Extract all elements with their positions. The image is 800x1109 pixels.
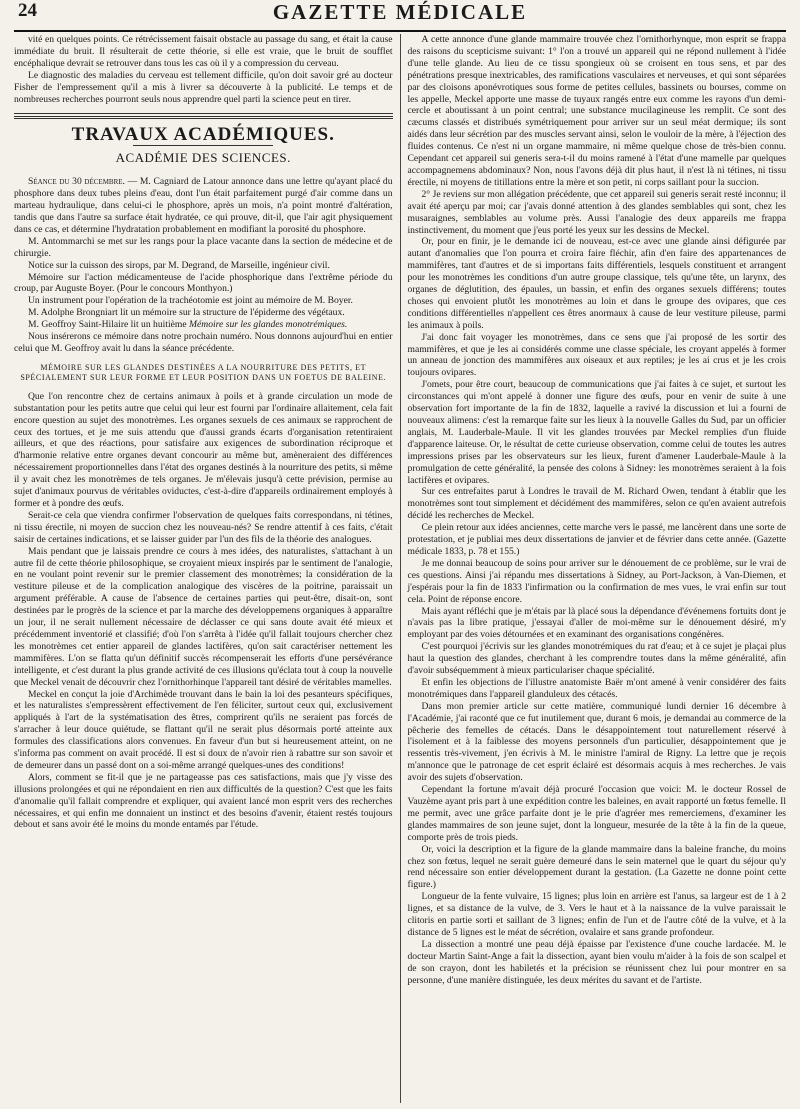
- insert-note: Nous insérerons ce mémoire dans notre prochain numéro. Nous donnons aujourd'hui en entier celui que M. Geoffroy avait lu dans la séance précédente.: [14, 331, 393, 354]
- academy-item: Un instrument pour l'opération de la trachéotomie est joint au mémoire de M. Boyer.: [28, 295, 353, 307]
- section-title: TRAVAUX ACADÉMIQUES.: [71, 124, 335, 146]
- subsection-title: ACADÉMIE DES SCIENCES.: [115, 150, 291, 166]
- academy-item: Mémoire sur l'action médicamenteuse de l'acide phosphorique dans l'extrême période du croup, par Auguste Boyer. (Pour le concours Monthyon.): [14, 271, 393, 295]
- memoire-paragraph: Que l'on rencontre chez de certains animaux à poils et à grande circulation un mode de substantation pour les petits autre que celui qui leur est fourni par l'ordinaire allaitement, cela fait encore question au sujet des monotrèmes. Les organes sexuels de ces animaux se rapprochent de ceux des tortues, et je me suis attendu que d'aussi grands écarts d'organisation retentiraient ailleurs, et que des réactions, pour satisfaire aux exigences de subordination réciproque et d'harmonie relative entre organes devant concourir au même but, amèneraient des différences nécessairement proportionnelles dans l'état des organes destinés à la nourriture des petits, si même il y avait chez les monotrèmes de tels organes. Je m'élevais jusqu'à cette prévision, permise au sujet d'animaux pourvus de véritables oviductes, c'est-à-dire d'appareils ordinairement employés à former et à pondre des œufs.: [14, 390, 393, 509]
- academy-item: Notice sur la cuisson des sirops, par M. Degrand, de Marseille, ingénieur civil.: [28, 259, 330, 271]
- memoire-paragraph: C'est pourquoi j'écrivis sur les glandes monotrémiques du rat d'eau; et à ce sujet je plaçai plus haut la question des glandes, cherchant à les comprendre toutes dans la même généralité, afin d'avoir subséquemment à mieux particulariser chaque spécialité.: [407, 641, 786, 677]
- intro-paragraph: Le diagnostic des maladies du cerveau est tellement difficile, qu'on doit savoir gré au docteur Fisher de l'empressement qu'il a mis à livrer sa découverte à la publicité. Le temps et de nombreuses recherches pourront seuls nous apprendre quel parti la science peut en tirer.: [14, 69, 393, 105]
- memoire-paragraph: A cette annonce d'une glande mammaire trouvée chez l'ornithorhynque, mon esprit se frappa des raisons du scepticisme suivant: 1° l'on a trouvé un appareil qui ne répond nullement à l'idée d'une telle glande. Au lieu de ce tissu spongieux où se croisent en tous sens, et par des pénétrations presque inextricables, des ramifications vasculaires et nerveuses, et qui sont séparées par des cloisons aponévrotiques sous forme de petites cellules, bassinets ou bourses, comme on les appelle, Meckel apporte une masse de tuyaux rangés entre eux comme les rayons d'un demi-cercle et aboutissant à un point central; une substance mucilagineuse les remplit. Ce sont des cæcums classés et distribués symétriquement pour arriver sur un seul méat dermique; ils sont aidés dans leur sécrétion par des muscles servant ainsi, selon le vouloir de la mère, à l'éjection des fluides contenus. Ce n'est ni un organe mammaire, ni même quelque chose de très-bien connu. Cependant cet appareil sui generis sera-t-il du moins ramené à l'état d'une mamelle par quelques accompagnemens abdominaux? Non, nous l'avons déjà dit plus haut, il n'est là ni tétines, ni tissu érectile, ni moyens de titillations entre la mère et son petit, ni corps saillant pour la succion.: [407, 34, 786, 188]
- seance-text: M. Cagniard de Latour annonce dans une lettre qu'ayant placé du phosphore dans deux tubes pleins d'eau, dont l'un était parfaitement purgé d'air comme dans un marteau hydraulique, dans celui-ci le phosphore, après un mois, n'a point montré d'altération, tandis que dans l'autre sa surface était hydratée, ce qui prouve, dit-il, que l'air agit physiquement dans ce cas, et détermine l'hydratation probablement en modifiant la porosité du phosphore.: [14, 176, 393, 235]
- memoire-paragraph: J'omets, pour être court, beaucoup de communications que j'ai faites à ce sujet, et surtout les circonstances qui m'ont appelé à donner une figure des œufs, pour en venir de suite à une observation fort importante de la fin de 1832, laquelle a ravivé la discussion et lui a fourni de nouveaux alimens: c'est la remarque faite sur les lieux à la nouvelle Galles du Sud, par un officier anglais, M. Lauderbale-Maule. Il vit les glandes trouvées par Meckel remplies d'un fluide d'apparence laiteuse. Or, le résultat de cette curieuse observation, comme celui de toutes les autres impressions prises par les observateurs sur les lieux, furent d'amener Lauderbale-Maule à la promulgation de cette généralité, la pensée des colons à Sidney: les monotrèmes seraient à la fois lactifères et ovipares.: [407, 379, 786, 486]
- academy-item: M. Antommarchi se met sur les rangs pour la place vacante dans la section de médecine et de chirurgie.: [14, 235, 393, 259]
- columns: [14, 34, 786, 1103]
- title-underline: [133, 145, 273, 146]
- left-column: [14, 34, 400, 1103]
- academy-item: M. Adolphe Brongniart lit un mémoire sur la structure de l'épiderme des végétaux.: [28, 307, 345, 319]
- memoire-paragraph: Mais ayant réfléchi que je m'étais par là placé sous la dépendance d'événemens fortuits dont je n'avais pas la libre pratique, j'essayai d'aller de moi-même sur le dénouement désiré, m'y employant par des voies détournées et en examinant des organisations congénères.: [407, 605, 786, 641]
- memoire-paragraph: Mais pendant que je laissais prendre ce cours à mes idées, des naturalistes, s'attachant à un autre fil de cette théorie philosophique, se croyaient mieux inspirés par le sentiment de l'analogie, en ne voulant point revenir sur le premier classement des monotrèmes; la considération de la vestiture pileuse et de la complication analogique des viscères de la poitrine, paraissait un argument préférable. A cause de l'absence de certaines parties qui peut-être, disait-on, sont destinées par le progrès de la science et par la marche des développemens organiques à apparaître un jour, il ne serait nullement nécessaire de déclasser ce qui sans doute avait été mieux et précédemment inventorié et classifié; d'où l'on s'arrêta à l'idée qu'il fallait toujours chercher chez les monotrèmes cet entier appareil de glandes lactifères, qu'on sait caractériser nettement les mammifères. L'on se flatta qu'un définitif succès récompenserait les efforts d'une persévérance intelligente, et c'est durant la plus grande activité de ces illusions qu'éclata tout à coup la nouvelle que Meckel venait de découvrir chez l'ornithorhinque l'appareil tant désiré de véritables mamelles.: [14, 545, 393, 688]
- seance-label: Séance du 30 décembre. —: [28, 176, 138, 188]
- memoire-paragraph: Or, voici la description et la figure de la glande mammaire dans la baleine franche, du moins chez son fœtus, lequel ne serait guère demeuré dans le sein maternel que le quart du séjour qu'y rend nécessaire son entier développement durant la gestation. (La Gazette ne donne point cette figure.): [407, 843, 786, 891]
- geoffroy-text: M. Geoffroy Saint-Hilaire lit un huitième: [28, 319, 187, 331]
- memoire-paragraph: Ce plein retour aux idées anciennes, cette marche vers le passé, me lancèrent dans une sorte de protestation, et je publiai mes deux dissertations de janvier et de février dans cette année. (Gazette médicale 1833, p. 78 et 155.): [407, 522, 786, 557]
- memoire-paragraph: Je me donnai beaucoup de soins pour arriver sur le dénouement de ce problème, sur le vrai de ces questions. Ainsi j'ai répandu mes dissertations à Sidney, au Port-Jackson, à Van-Diemen, et j'espérais pour la fin de 1833 l'infirmation ou la confirmation de mes vues, le vrai enfin sur tout cela. Point de réponse encore.: [407, 557, 786, 605]
- memoire-paragraph: Et enfin les objections de l'illustre anatomiste Baër m'ont amené à venir considérer des faits monotrémiques dans l'appareil glanduleux des cétacés.: [407, 676, 786, 700]
- geoffroy-memoire-title: Mémoire sur les glandes monotrémiques.: [189, 319, 348, 331]
- memoire-paragraph: Alors, comment se fit-il que je ne partageasse pas ces satisfactions, mais que j'y visse des illusions prolongées et qui ne répondaient en rien aux difficultés de la question? C'est que les faits d'anomalie qu'il fallait comprendre et expliquer, qui avaient lancé mon esprit vers des recherches nécessaires, et qui enfin me donnaient un instinct et des besoins d'avenir, étaient restés toujours debout et sans avoir été le moins du monde entamés par l'étude.: [14, 771, 393, 831]
- memoire-paragraph: Cependant la fortune m'avait déjà procuré l'occasion que voici: M. le docteur Rossel de Vauzème ayant pris part à une expédition contre les baleines, en avait rapporté un fœtus femelle. Il me permit, avec une grâce parfaite dont je le prie d'agréer mes remerciemens, d'examiner les glandes mammaires de son jeune sujet, dont la longueur, mesurée de la tête à la fin de la queue, comporte près de trois pieds.: [407, 784, 786, 843]
- memoire-paragraph: Longueur de la fente vulvaire, 15 lignes; plus loin en arrière est l'anus, sa largeur est de 1 à 2 lignes, et sa distance de la vulve, de 3. Vers le haut et à la naissance de la vulve paraissait le clitoris en partie sorti et saillant de 3 lignes; enfin de l'un et de l'autre côté de la vulve, et à la distance de 5 lignes est le méat de sécrétion, ovalaire et sans grande profondeur.: [407, 891, 786, 938]
- seance-paragraph: [14, 176, 393, 236]
- memoire-paragraph: Dans mon premier article sur cette matière, communiqué lundi dernier 16 décembre à l'Académie, j'ai raconté que ce fut inutilement que, durant 6 mois, je demandai au commerce de la pêcherie des femelles de cétacés. Dans le désappointement tout naturellement réservé à l'isolement et à la faiblesse des moyens personnels d'un particulier, désappointement que je ressentis très-vivement, j'en écrivis à M. le ministre l'amiral de Rigny. La lettre que je reçois m'annonce que le patronage de cet esprit éclairé est désormais acquis à mes recherches. Je vais avoir des sujets d'observation.: [407, 700, 786, 784]
- memoire-paragraph: J'ai donc fait voyager les monotrèmes, dans ce sens que j'ai proposé de les sortir des mammifères, et que je les ai considérés comme une classe spéciale, les croyant appelés à former un anneau de jonction des mammifères aux oiseaux et aux reptiles; je les ai crus et je les crois toujours ovipares.: [407, 331, 786, 379]
- page-header: [14, 0, 786, 32]
- academy-item: [14, 319, 393, 331]
- intro-paragraph: vité en quelques points. Ce rétrécissement faisait obstacle au passage du sang, et était la cause immédiate du bruit. Il résulterait de cette théorie, si elle est vraie, que le bruit de soufflet encéphalique devrait se retrouver dans tous les cas où il y a compression du cerveau.: [14, 34, 393, 69]
- section-divider: [14, 113, 393, 114]
- memoire-paragraph: Or, pour en finir, je le demande ici de nouveau, est-ce avec une glande ainsi défigurée par autant d'anomalies que l'on pourra et croira faire fléchir, afin d'en faire des appartenances de mammifères, tant d'autres et de si importans faits différentiels, lesquels constituent et arrangent pour les monotrèmes les conditions d'un autre groupe classique, tels qu'une tête, un larynx, des organes de déglutition, des épaules, un bassin, et enfin des organes sexuels différens; toutes choses qui envoient plutôt les monotrèmes au loin et dans le groupe des ovipares, que ces conditions différentielles n'appellent ces êtres anormaux à cause de leur vestiture pileuse, parmi les animaux à poils.: [407, 236, 786, 331]
- memoire-paragraph: Serait-ce cela que viendra confirmer l'observation de quelques faits correspondans, ni tétines, ni tissu érectile, ni moyen de succion chez les nouveau-nés? Se rendre attentif à ces faits, c'était saisir de certaines indications, et se laisser guider par l'un des fils de la théorie des analogues.: [14, 509, 393, 545]
- memoire-paragraph: La dissection a montré une peau déjà épaisse par l'existence d'une couche lardacée. M. le docteur Martin Saint-Ange a fait la dissection, ayant bien voulu m'aider à la fois de son scalpel et de son crayon, dont les habiletés et la précision se réunissent chez lui pour montrer en sa personne, d'une manière distinguée, les deux mérites du savant et de l'artiste.: [407, 938, 786, 986]
- memoire-title: MÉMOIRE SUR LES GLANDES DESTINÉES A LA NOURRITURE DES PETITS, ET SPÉCIALEMENT SUR LEUR FORME ET LEUR POSITION DANS UN FOETUS DE BALEINE.: [20, 362, 387, 382]
- memoire-paragraph: Sur ces entrefaites parut à Londres le travail de M. Richard Owen, tendant à établir que les monotrèmes sont tout simplement et décidément des mammifères, selon ce qu'en avaient autrefois décidé les recherches de Meckel.: [407, 486, 786, 522]
- memoire-paragraph: 2° Je reviens sur mon allégation précédente, que cet appareil sui generis serait resté inconnu; il avait été aperçu par moi; car j'avais donné attention à des glandes semblables qui sont, chez les musaraignes, semblables au volume près. Aussi l'analogie des deux appareils me frappa instinctivement, du moment que j'eus porté les yeux sur les dessins de Meckel.: [407, 188, 786, 236]
- section-divider-double: [14, 116, 393, 119]
- journal-title: GAZETTE MÉDICALE: [272, 0, 528, 24]
- page-number: 24: [18, 0, 37, 21]
- right-column: [400, 34, 787, 1103]
- memoire-paragraph: Meckel en conçut la joie d'Archimède trouvant dans le bain la loi des pesanteurs spécifiques, et les naturalistes s'empressèrent effectivement de l'en féliciter, surtout ceux qui, exclusivement appliqués à l'art de la systématisation des êtres, comprirent qu'ils ne seraient pas forcés de s'arracher à leur douce quiétude, se flattant qu'il ne serait plus désormais porté atteinte aux formules des classifications alors convenues. En faveur d'un but si heureusement atteint, on ne s'informa pas comment on avait procédé. Il est si doux de n'avoir rien à rabattre sur son savoir et de demeurer dans un passé dont on a soi-même arrangé quelques-unes des conditions!: [14, 688, 393, 771]
